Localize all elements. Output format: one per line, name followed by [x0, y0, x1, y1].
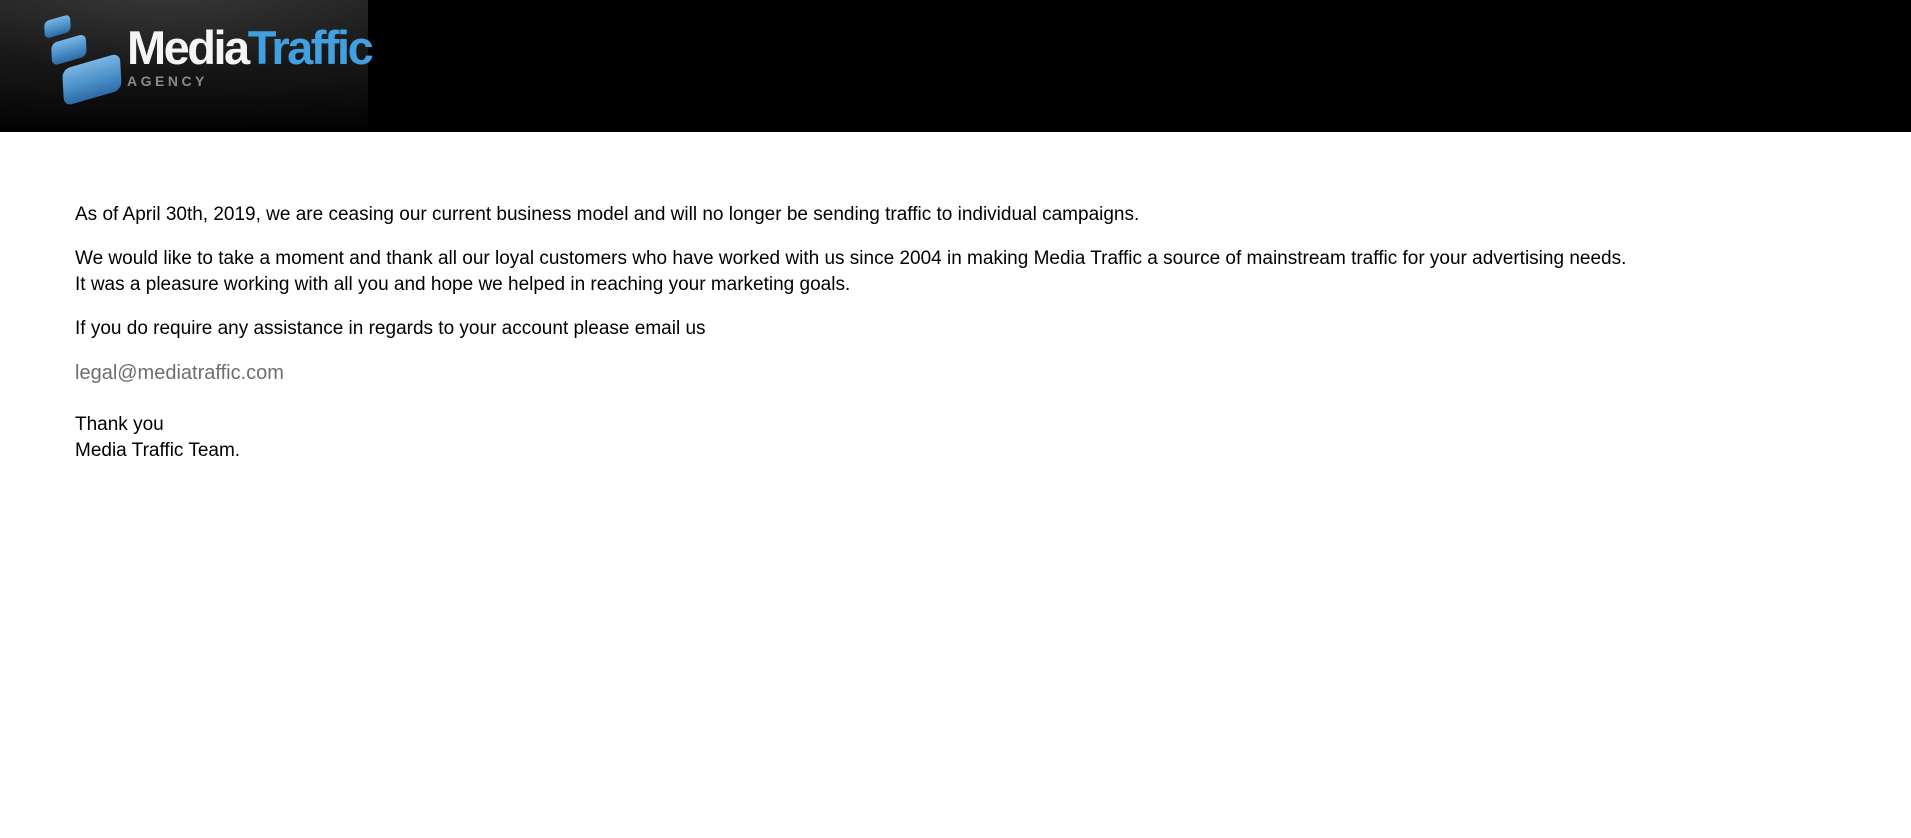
media-traffic-logo[interactable]	[0, 0, 372, 132]
announcement-paragraph-1	[75, 202, 1836, 228]
header-bar	[0, 0, 1911, 132]
paragraph-line: If you do require any assistance in regards to your account please email us	[75, 318, 706, 339]
logo-text-agency: AGENCY	[127, 73, 208, 89]
paragraph-line: As of April 30th, 2019, we are ceasing our current business model and will no longer be sending traffic to individual campaigns.	[75, 204, 1140, 225]
contact-email-link[interactable]: legal@mediatraffic.com	[75, 362, 284, 384]
logo-wordmark	[127, 21, 372, 89]
signoff-team-name: Media Traffic Team.	[75, 440, 241, 461]
signoff-block	[75, 412, 1836, 464]
logo-text-traffic: Traffic	[247, 21, 372, 74]
announcement-paragraph-3	[75, 316, 1836, 342]
announcement-content	[0, 132, 1911, 464]
stacked-blue-cards-icon	[28, 4, 140, 116]
paragraph-line: We would like to take a moment and thank all our loyal customers who have worked with us since 2004 in making Media Traffic a source of mainstream traffic for your advertising needs.	[75, 248, 1627, 269]
announcement-paragraph-2	[75, 246, 1836, 298]
paragraph-line: It was a pleasure working with all you and hope we helped in reaching your marketing goals.	[75, 274, 851, 295]
signoff-thank-you: Thank you	[75, 414, 164, 435]
logo-text-media: Media	[127, 21, 248, 74]
contact-email-row	[75, 360, 1836, 387]
